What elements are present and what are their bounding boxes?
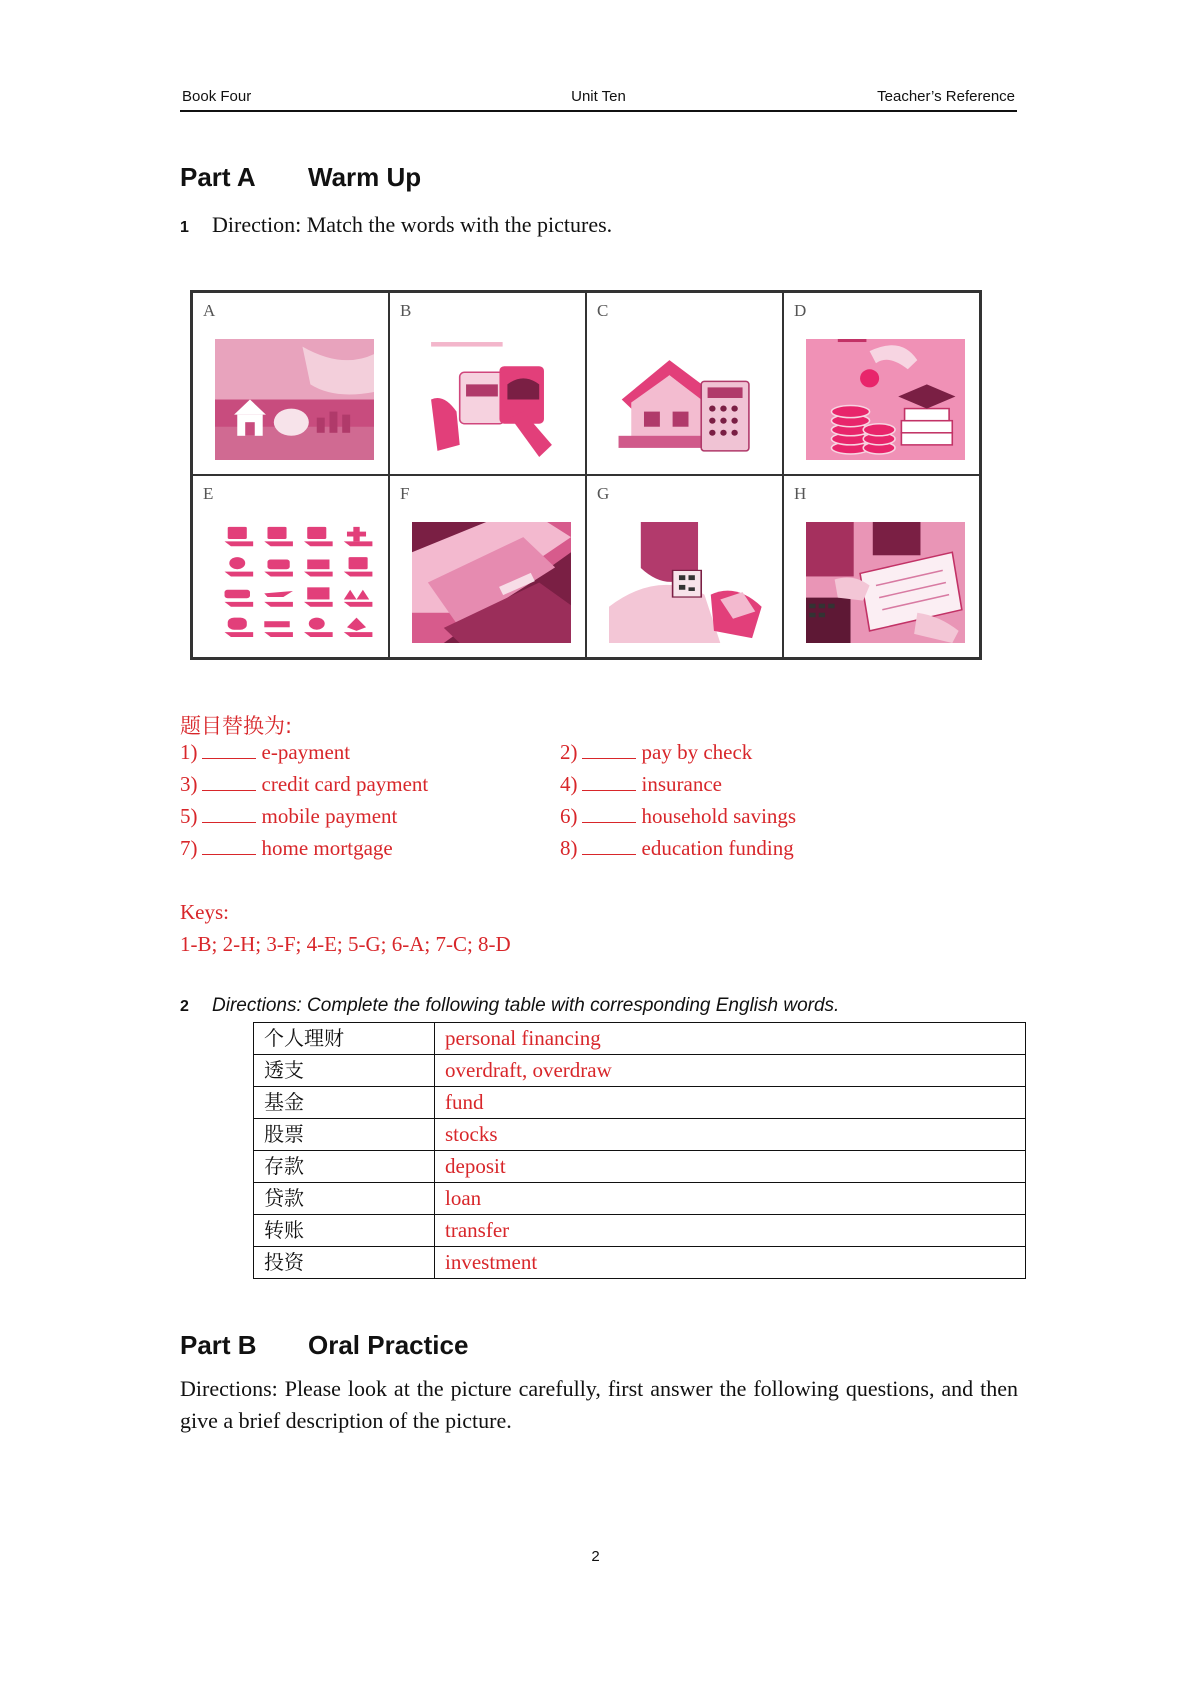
match-item-number: 3) — [180, 772, 198, 796]
picture-cell-e — [192, 475, 389, 658]
answer-blank — [202, 836, 256, 855]
table-row — [254, 1055, 1026, 1087]
picture-letter: B — [400, 301, 412, 320]
insurance-icons-grid-icon — [215, 522, 374, 643]
match-item-number: 5) — [180, 804, 198, 828]
match-item-text: e-payment — [261, 740, 351, 764]
picture-cell-h — [783, 475, 980, 658]
picture-cell-f — [389, 475, 586, 658]
direction-2 — [180, 995, 839, 1017]
term-english: overdraft, overdraw — [435, 1055, 1026, 1087]
table-row — [254, 1087, 1026, 1119]
answer-blank — [582, 836, 636, 855]
part-a-title: Warm Up — [308, 162, 422, 192]
match-item — [180, 836, 393, 861]
match-item — [560, 836, 794, 861]
match-item — [560, 740, 752, 765]
match-item-number: 2) — [560, 740, 578, 764]
header-book: Book Four — [182, 88, 252, 105]
match-item — [560, 804, 796, 829]
part-a-heading — [180, 162, 421, 193]
term-english: fund — [435, 1087, 1026, 1119]
header-reference: Teacher’s Reference — [877, 88, 1015, 105]
match-item-number: 6) — [560, 804, 578, 828]
page-number: 2 — [591, 1548, 600, 1565]
qr-code-mobile-payment-icon — [609, 522, 768, 643]
table-row — [254, 1119, 1026, 1151]
part-b-label: Part B — [180, 1330, 257, 1360]
house-calculator-icon — [609, 339, 768, 460]
check-handover-icon — [806, 522, 965, 643]
header-unit: Unit Ten — [571, 88, 626, 105]
picture-letter: G — [597, 484, 610, 503]
term-chinese: 存款 — [254, 1151, 435, 1183]
match-item-number: 4) — [560, 772, 578, 796]
term-chinese: 转账 — [254, 1215, 435, 1247]
answer-blank — [202, 804, 256, 823]
table-row — [254, 1215, 1026, 1247]
answer-blank — [202, 772, 256, 791]
piggy-bank-house-icon — [215, 339, 374, 460]
picture-letter: H — [794, 484, 807, 503]
credit-cards-icon — [412, 522, 571, 643]
term-chinese: 基金 — [254, 1087, 435, 1119]
term-chinese: 贷款 — [254, 1183, 435, 1215]
picture-letter: C — [597, 301, 609, 320]
vocabulary-table — [253, 1022, 1026, 1279]
picture-letter: F — [400, 484, 410, 503]
match-item-number: 7) — [180, 836, 198, 860]
direction-1-text: Direction: Match the words with the pictures. — [212, 212, 613, 237]
table-row — [254, 1023, 1026, 1055]
answer-blank — [202, 740, 256, 759]
match-item-number: 8) — [560, 836, 578, 860]
match-item-text: home mortgage — [261, 836, 393, 860]
coins-graduation-cap-icon — [806, 339, 965, 460]
picture-letter: D — [794, 301, 807, 320]
e-payment-hand-icon — [412, 339, 571, 460]
picture-cell-c — [586, 292, 783, 475]
part-a-label: Part A — [180, 162, 256, 192]
match-item-text: credit card payment — [261, 772, 429, 796]
match-item — [180, 772, 428, 797]
term-chinese: 个人理财 — [254, 1023, 435, 1055]
term-english: transfer — [435, 1215, 1026, 1247]
answer-blank — [582, 804, 636, 823]
picture-letter: A — [203, 301, 216, 320]
term-chinese: 股票 — [254, 1119, 435, 1151]
match-item — [180, 804, 397, 829]
match-item-text: insurance — [641, 772, 722, 796]
match-item-number: 1) — [180, 740, 198, 764]
picture-cell-a — [192, 292, 389, 475]
picture-letter: E — [203, 484, 214, 503]
replace-title: 题目替换为: — [180, 714, 293, 738]
match-item-text: mobile payment — [261, 804, 398, 828]
term-chinese: 透支 — [254, 1055, 435, 1087]
running-header — [180, 86, 1017, 112]
direction-1 — [180, 212, 612, 238]
keys-answers: 1-B; 2-H; 3-F; 4-E; 5-G; 6-A; 7-C; 8-D — [180, 932, 511, 956]
part-b-heading — [180, 1330, 468, 1361]
term-english: loan — [435, 1183, 1026, 1215]
term-english: personal financing — [435, 1023, 1026, 1055]
answer-blank — [582, 740, 636, 759]
table-row — [254, 1183, 1026, 1215]
match-item-text: pay by check — [641, 740, 753, 764]
term-english: stocks — [435, 1119, 1026, 1151]
term-chinese: 投资 — [254, 1247, 435, 1279]
picture-grid — [190, 290, 982, 660]
picture-cell-b — [389, 292, 586, 475]
picture-cell-d — [783, 292, 980, 475]
direction-2-text: Directions: Complete the following table with corresponding English words. — [212, 995, 840, 1016]
direction-1-number: 1 — [180, 219, 189, 236]
term-english: deposit — [435, 1151, 1026, 1183]
picture-cell-g — [586, 475, 783, 658]
part-b-title: Oral Practice — [308, 1330, 469, 1360]
part-b-directions: Directions: Please look at the picture carefully, first answer the following questions, and then give a brief description of the picture. — [180, 1376, 1018, 1433]
answer-blank — [582, 772, 636, 791]
table-row — [254, 1151, 1026, 1183]
match-item — [180, 740, 350, 765]
table-row — [254, 1247, 1026, 1279]
direction-2-number: 2 — [180, 998, 189, 1015]
term-english: investment — [435, 1247, 1026, 1279]
match-item-text: education funding — [641, 836, 794, 860]
match-item — [560, 772, 722, 797]
match-item-text: household savings — [641, 804, 797, 828]
keys-label: Keys: — [180, 900, 229, 924]
